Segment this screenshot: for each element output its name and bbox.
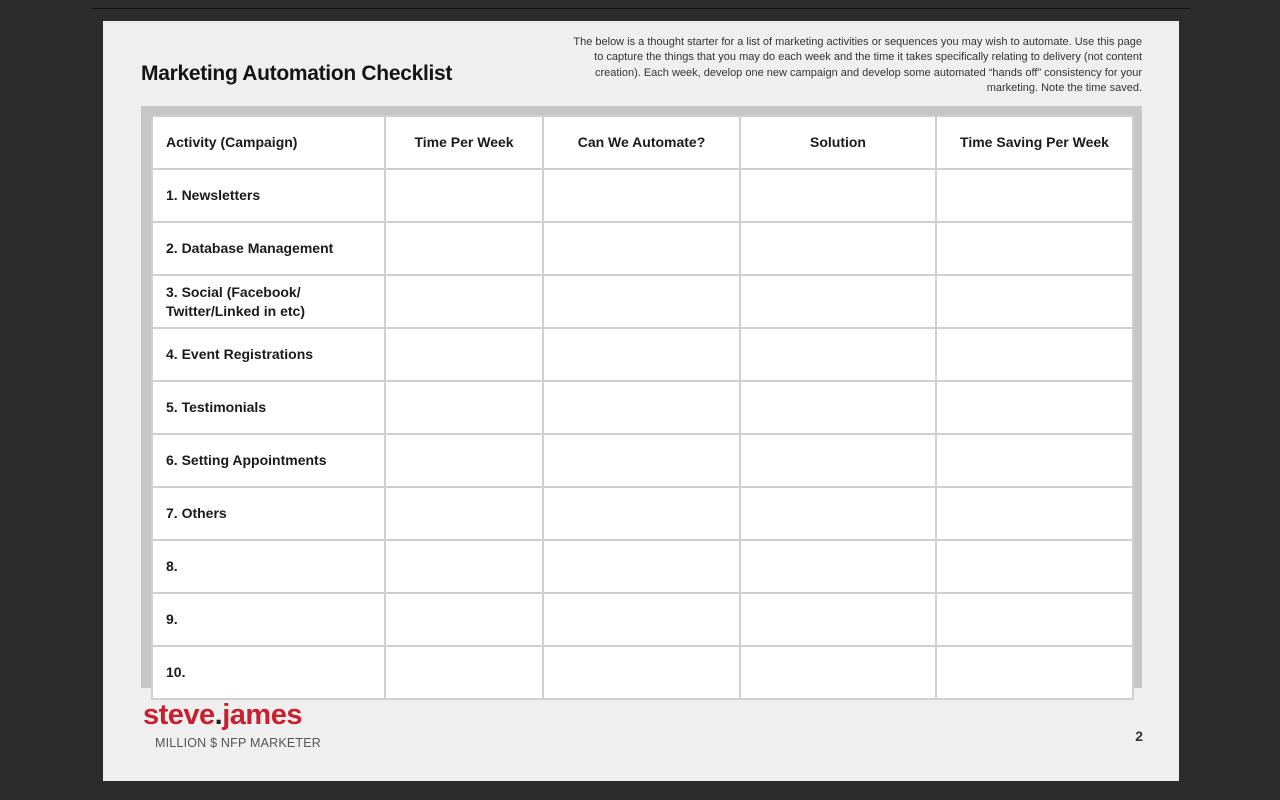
solution-cell xyxy=(740,222,936,275)
can-we-automate-cell xyxy=(543,169,740,222)
time-per-week-cell xyxy=(385,593,543,646)
can-we-automate-cell xyxy=(543,540,740,593)
viewer-top-rule xyxy=(92,8,1190,9)
activity-cell: 7. Others xyxy=(152,487,385,540)
activity-cell: 10. xyxy=(152,646,385,699)
can-we-automate-cell xyxy=(543,275,740,328)
column-header-can-we-automate: Can We Automate? xyxy=(543,116,740,169)
can-we-automate-cell xyxy=(543,487,740,540)
solution-cell xyxy=(740,434,936,487)
intro-paragraph: The below is a thought starter for a list of marketing activities or sequences you may wish to automate. Use this page to capture the things that you may do each week and the time it takes specifically relating to delivery (not content creation). Each week, develop one new campaign and develop some automated “hands off” consistency for your marketing. Note the time saved. xyxy=(573,36,1142,95)
solution-cell xyxy=(740,646,936,699)
time-per-week-cell xyxy=(385,222,543,275)
document-page xyxy=(103,21,1179,781)
column-header-time-saving: Time Saving Per Week xyxy=(936,116,1133,169)
can-we-automate-cell xyxy=(543,593,740,646)
activity-cell: 4. Event Registrations xyxy=(152,328,385,381)
time-per-week-cell xyxy=(385,646,543,699)
time-per-week-cell xyxy=(385,275,543,328)
checklist-table xyxy=(151,115,1134,700)
table-row xyxy=(152,328,1133,381)
activity-cell: 9. xyxy=(152,593,385,646)
activity-cell: 2. Database Management xyxy=(152,222,385,275)
column-header-activity: Activity (Campaign) xyxy=(152,116,385,169)
time-per-week-cell xyxy=(385,434,543,487)
time-per-week-cell xyxy=(385,487,543,540)
solution-cell xyxy=(740,487,936,540)
brand-logo-dot: . xyxy=(214,699,223,731)
time-saving-cell xyxy=(936,646,1133,699)
brand-tagline: MILLION $ NFP MARKETER xyxy=(155,736,322,750)
time-saving-cell xyxy=(936,275,1133,328)
activity-cell: 8. xyxy=(152,540,385,593)
table-row xyxy=(152,646,1133,699)
table-row xyxy=(152,381,1133,434)
can-we-automate-cell xyxy=(543,328,740,381)
can-we-automate-cell xyxy=(543,646,740,699)
checklist-table-frame xyxy=(141,106,1142,688)
page-title: Marketing Automation Checklist xyxy=(141,62,453,85)
time-saving-cell xyxy=(936,381,1133,434)
time-saving-cell xyxy=(936,328,1133,381)
table-row xyxy=(152,222,1133,275)
table-row xyxy=(152,275,1133,328)
activity-cell: 5. Testimonials xyxy=(152,381,385,434)
can-we-automate-cell xyxy=(543,381,740,434)
solution-cell xyxy=(740,275,936,328)
column-header-time-per-week: Time Per Week xyxy=(385,116,543,169)
time-per-week-cell xyxy=(385,540,543,593)
time-saving-cell xyxy=(936,169,1133,222)
table-header-row xyxy=(152,116,1133,169)
table-row xyxy=(152,169,1133,222)
solution-cell xyxy=(740,540,936,593)
page-number: 2 xyxy=(1135,728,1143,744)
can-we-automate-cell xyxy=(543,222,740,275)
column-header-solution: Solution xyxy=(740,116,936,169)
solution-cell xyxy=(740,593,936,646)
time-saving-cell xyxy=(936,222,1133,275)
can-we-automate-cell xyxy=(543,434,740,487)
table-row xyxy=(152,593,1133,646)
activity-cell: 1. Newsletters xyxy=(152,169,385,222)
time-saving-cell xyxy=(936,540,1133,593)
activity-cell: 6. Setting Appointments xyxy=(152,434,385,487)
time-saving-cell xyxy=(936,487,1133,540)
table-row xyxy=(152,487,1133,540)
time-per-week-cell xyxy=(385,328,543,381)
time-per-week-cell xyxy=(385,381,543,434)
time-saving-cell xyxy=(936,434,1133,487)
activity-cell: 3. Social (Facebook/ Twitter/Linked in etc) xyxy=(152,275,385,328)
solution-cell xyxy=(740,169,936,222)
brand-logo-first: steve xyxy=(143,699,215,731)
time-per-week-cell xyxy=(385,169,543,222)
brand-logo-last: james xyxy=(222,699,302,731)
time-saving-cell xyxy=(936,593,1133,646)
table-row xyxy=(152,540,1133,593)
brand-logo xyxy=(143,699,302,732)
table-row xyxy=(152,434,1133,487)
solution-cell xyxy=(740,328,936,381)
solution-cell xyxy=(740,381,936,434)
